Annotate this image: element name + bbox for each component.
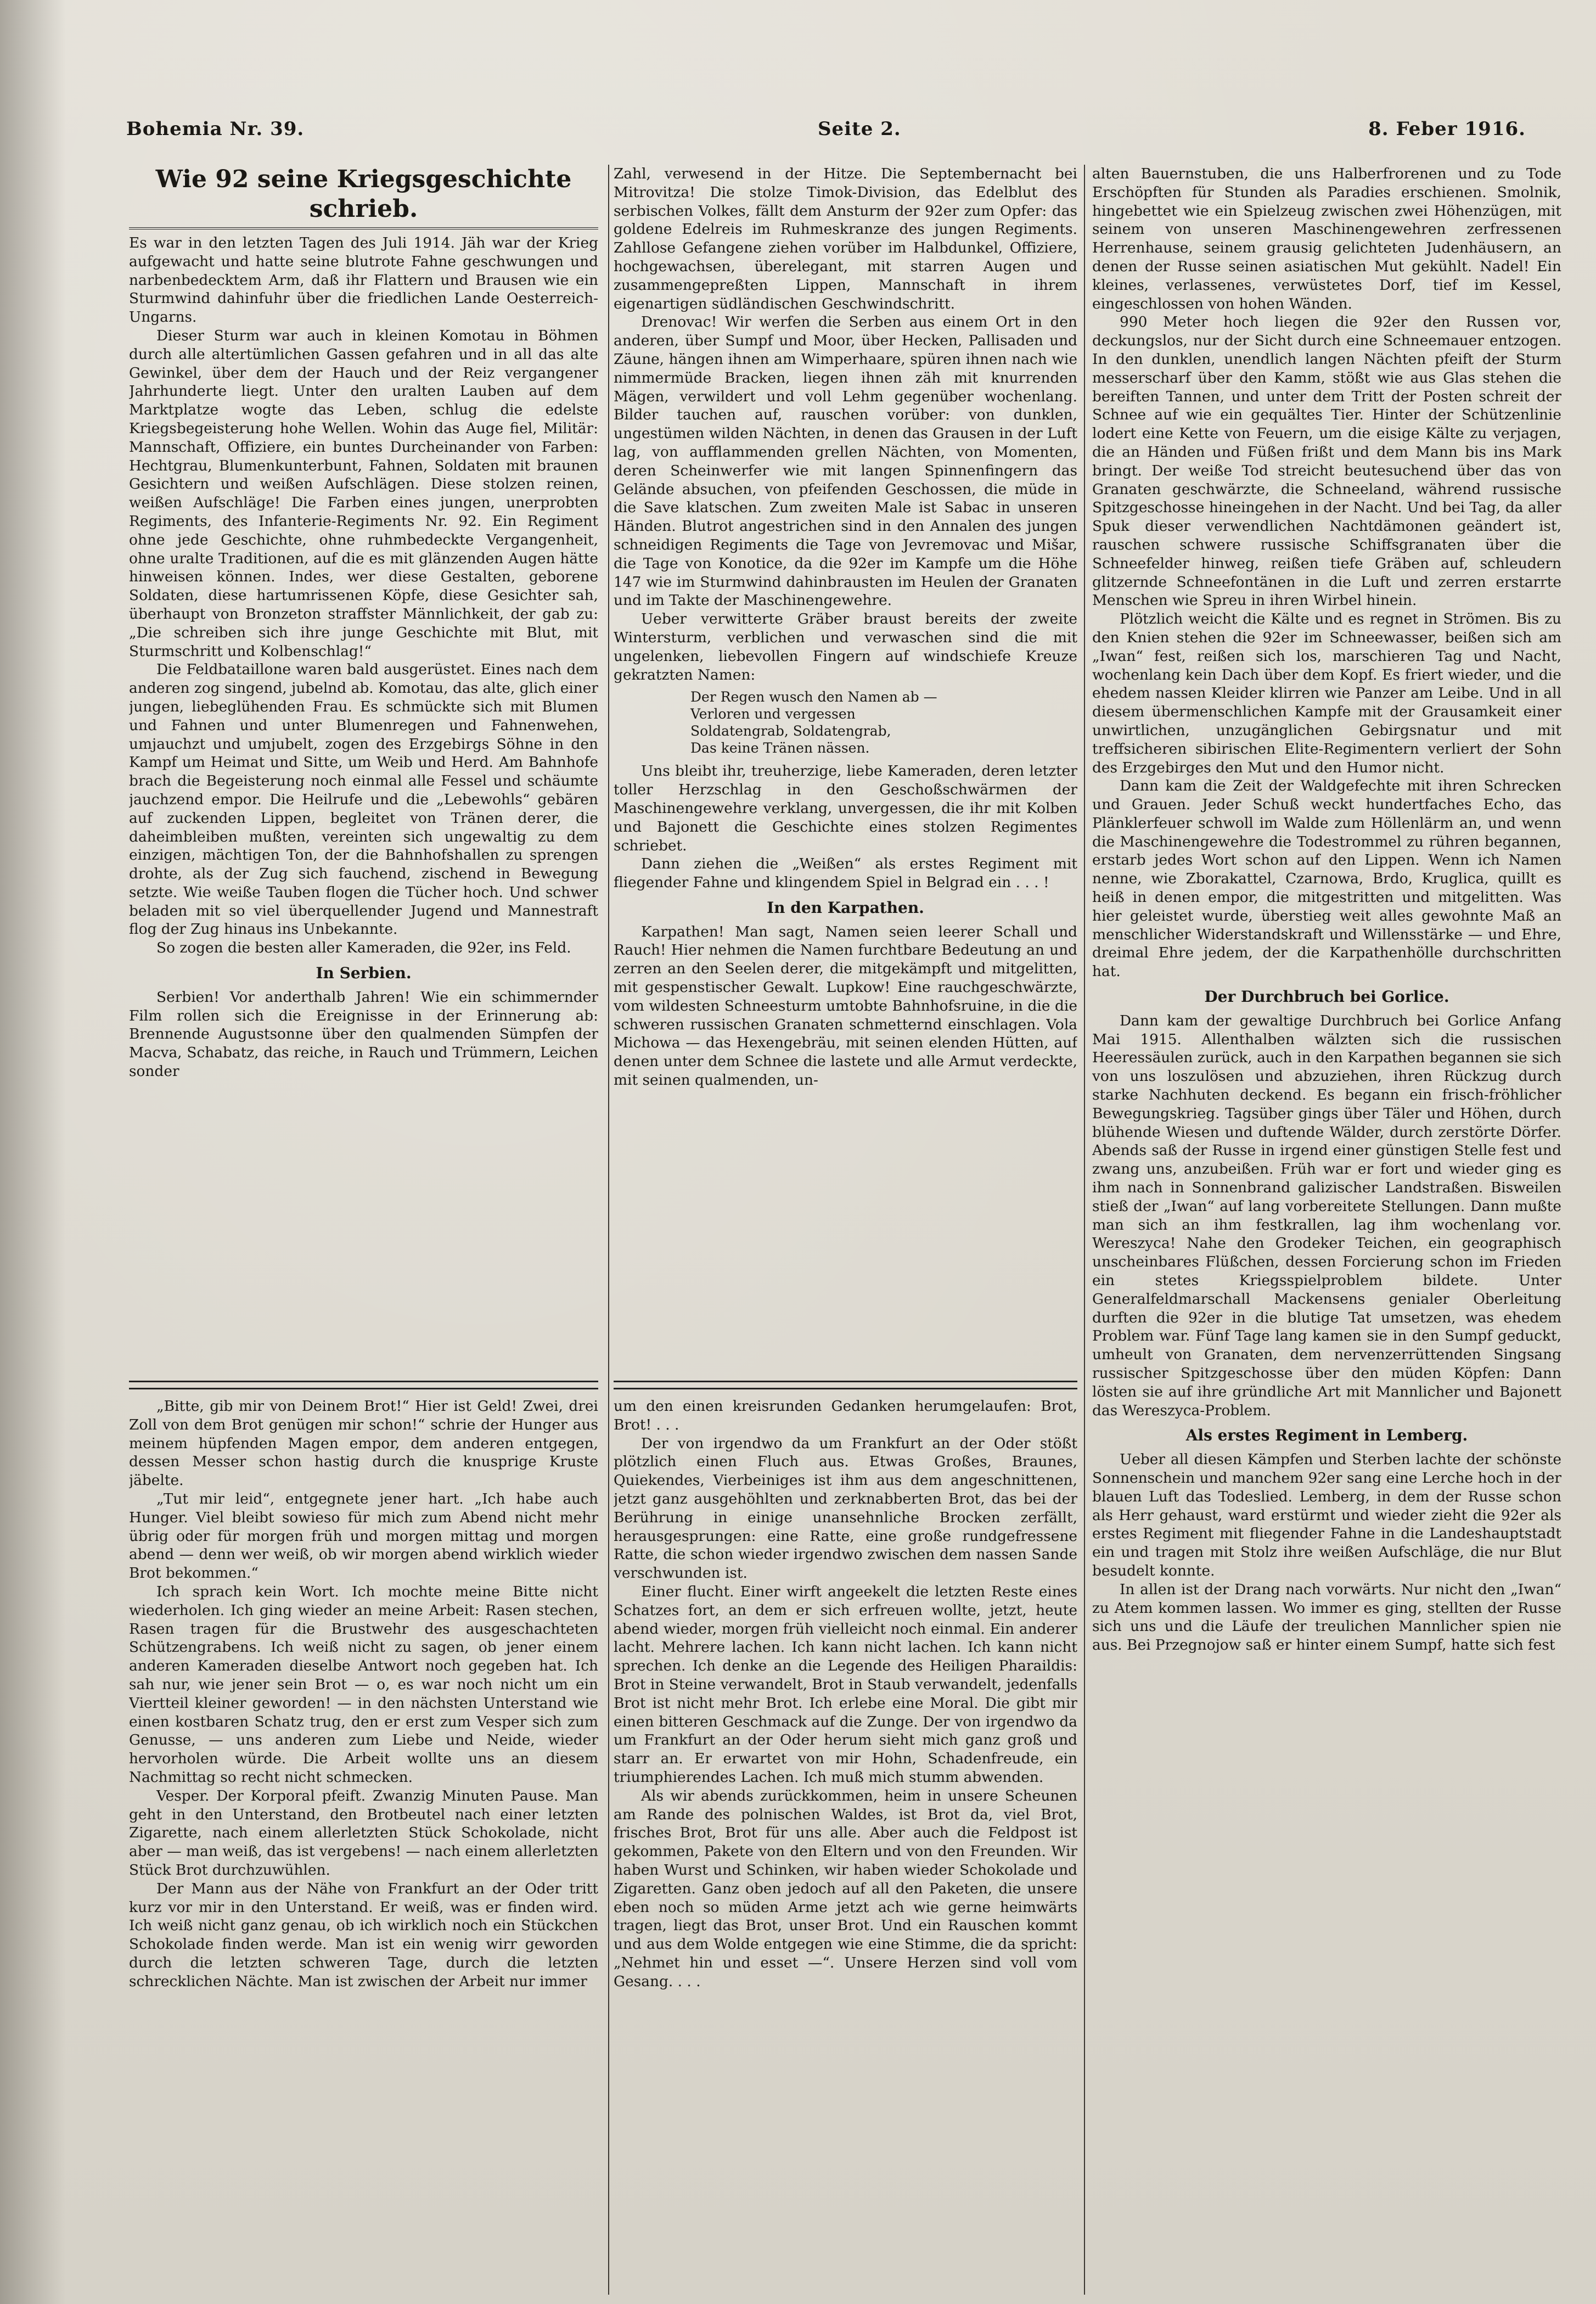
paragraph: In allen ist der Drang nach vorwärts. Nur nicht den „Iwan“ zu Atem kommen lassen. Wo immer es ging, stellten der Russe sich uns und die Läufe der treulichen Mannlicher spien nie aus. Bei Przegnojow saß er hinter einem Sumpf, hatte sich fest: [1092, 1580, 1561, 1654]
paragraph: Dann kam der gewaltige Durchbruch bei Gorlice Anfang Mai 1915. Allenthalben wälzten sich die russischen Heeressäulen zurück, auch in den Karpathen begannen sie sich von uns loszulösen und abzuziehen, ihren Rückzug durch starke Nachhuten deckend. Es begann ein frisch-fröhlicher Bewegungskrieg. Tagsüber gings über Täler und Höhen, durch blühende Wiesen und duftende Wälder, durch zerstörte Dörfer. Abends saß der Russe in irgend einer günstigen Stelle fest und zwang uns, anzubeißen. Früh war er fort und wieder ging es ihm nach in Sonnenbrand galizischer Landstraßen. Bisweilen stieß der „Iwan“ auf lang vorbereitete Stellungen. Dann mußte man sich an ihm festkrallen, lag ihm wochenlang vor. Wereszyca! Nahe den Grodeker Teichen, ein geographisch unscheinbares Flüßchen, dessen Forcierung schon im Frieden ein stetes Kriegsspielproblem bildete. Unter Generalfeldmarschall Mackensens genialer Oberleitung durften die 92er in die blutige Tat umsetzen, was ehedem Problem war. Fünf Tage lang kamen sie in den Sumpf geduckt, umheult von Granaten, dem nervenzerrüttenden Singsang russischer Spitzgeschosse über den müden Köpfen: Dann lösten sie auf ihre gründliche Art mit Mannlicher und Bajonett das Wereszyca-Problem.: [1092, 1012, 1561, 1419]
paragraph: 990 Meter hoch liegen die 92er den Russen vor, deckungslos, nur der Sicht durch eine Schneemauer entzogen. In den dunklen, unendlich langen Nächten pfeift der Sturm messerscharf über den Kamm, stößt wie aus Glas stehen die bereiften Tannen, und unter dem Tritt der Posten schreit der Schnee auf wie ein gequältes Tier. Hinter der Schützenlinie lodert eine Kette von Feuern, um die eisige Kälte zu verjagen, die an Händen und Füßen frißt und dem Mann bis ins Mark bringt. Der weiße Tod streicht beutesuchend über das von Granaten geschwärzte, die Schneeland, während russische Spitzgeschosse hineingehen in der Nacht. Und bei Tag, da aller Spuk dieser verwendlichen Nachtdämonen geändert ist, rauschen schwere russische Schiffsgranaten über die Schneefelder hinweg, reißen tiefe Gräben auf, schleudern glitzernde Schneefontänen in die Luft und zerren erstarrte Menschen wie Spreu in ihren Wirbel hinein.: [1092, 313, 1561, 609]
issue-date: 8. Feber 1916.: [1368, 118, 1526, 140]
paragraph: „Tut mir leid“, entgegnete jener hart. „Ich habe auch Hunger. Viel bleibt sowieso für mich zum Abend nicht mehr übrig oder für morgen früh und morgen mittag und morgen abend — denn wer weiß, ob wir morgen abend wirklich wieder Brot bekommen.“: [129, 1490, 598, 1582]
paragraph: Als wir abends zurückkommen, heim in unsere Scheunen am Rande des polnischen Waldes, ist Brot da, viel Brot, frisches Brot, Brot für uns alle. Aber auch die Feldpost ist gekommen, Pakete von den Eltern und von den Freunden. Wir haben Wurst und Schinken, wir haben wieder Schokolade und Zigaretten. Ganz oben jedoch auf all den Paketen, die unsere eben noch so müden Arme jetzt ach wie gerne heimwärts tragen, liegt das Brot, unser Brot. Und ein Rauschen kommt und aus dem Wolde entgegen wie eine Stimme, die da spricht: „Nehmet hin und esset —“. Unsere Herzen sind voll vom Gesang. . . .: [614, 1787, 1077, 1990]
paragraph: Dann kam die Zeit der Waldgefechte mit ihren Schrecken und Grauen. Jeder Schuß weckt hundertfaches Echo, das Plänklerfeuer schwoll im Walde zum Höllenlärm an, und wenn die Maschinengewehre die Todestrommel zu rühren begannen, erstarb jedes Wort schon auf den Lippen. Wenn ich Namen nenne, wie Zborakattel, Czarnowa, Brdo, Kruglica, quillt es heiß in denen empor, die mitgestritten und mitgelitten. Was hier geleistet wurde, überstieg weit alles gewohnte Maß an menschlicher Widerstandskraft und Willensstärke — und Ehre, dreimal Ehre jedem, der die Karpathenhölle durchschritten hat.: [1092, 777, 1561, 980]
poem: [690, 688, 1077, 756]
paper-name: Bohemia Nr. 39.: [126, 118, 305, 140]
page-number: Seite 2.: [818, 118, 901, 140]
paragraph: Einer flucht. Einer wirft angeekelt die letzten Reste eines Schatzes fort, an dem er sich erfreuen wollte, jetzt, heute abend wieder, morgen früh vielleicht noch einmal. Ein anderer lacht. Mehrere lachen. Ich kann nicht lachen. Ich kann nicht sprechen. Ich denke an die Legende des Heiligen Pharaildis: Brot in Steine verwandelt, Brot in Staub verwandelt, jedenfalls Brot ist nicht mehr Brot. Ich erlebe eine Moral. Die gibt mir einen bitteren Geschmack auf die Zunge. Der von irgendwo da um Frankfurt an der Oder herum sieht mich ganz groß und starr an. Er erwartet von mir Hohn, Schadenfreude, ein triumphierendes Lachen. Ich muß mich stumm abwenden.: [614, 1583, 1077, 1786]
article-bottom-col1: [129, 1397, 598, 2286]
section-rule: [129, 1381, 598, 1389]
section-heading: Als erstes Regiment in Lemberg.: [1185, 1426, 1468, 1445]
paragraph: Die Feldbataillone waren bald ausgerüstet. Eines nach dem anderen zog singend, jubelnd ab. Komotau, das alte, glich einer jungen, liebeglühenden Frau. Es schmückte sich mit Blumen und Fahnen und unter Blumenregen und Fahnenwehen, umjauchzt und umjubelt, zogen des Erzgebirgs Söhne in den Kampf um Heimat und Sitte, um Weib und Herd. Am Bahnhofe brach die Begeisterung noch einmal alle Fessel und schäumte jauchzend empor. Die Heilrufe und die „Lebewohls“ gebären auf zuckenden Lippen, begleitet von Tränen derer, die daheimbleiben mußten, vereinten sich ungewaltig zu dem einzigen, mächtigen Ton, der die Bahnhofshallen zu sprengen drohte, als der Zug sich fauchend, zischend in Bewegung setzte. Wie weiße Tauben flogen die Tücher hoch. Und schwer beladen mit so viel überquellender Jugend und Mannestraft flog der Zug hinaus ins Unbekannte.: [129, 661, 598, 938]
paragraph: Dann ziehen die „Weißen“ als erstes Regiment mit fliegender Fahne und klingendem Spiel in Belgrad ein . . . !: [614, 855, 1077, 892]
paragraph: Uns bleibt ihr, treuherzige, liebe Kameraden, deren letzter toller Herzschlag in den Geschoßschwärmen der Maschinengewehre verklang, unvergessen, die ihr mit Kolben und Bajonett die Geschichte eines stolzen Regimentes schriebet.: [614, 763, 1077, 854]
poem-line: Soldatengrab, Soldatengrab,: [690, 723, 891, 739]
paragraph: Ueber all diesen Kämpfen und Sterben lachte der schönste Sonnenschein und manchem 92er sang eine Lerche hoch in der blauen Luft das Todeslied. Lemberg, in dem der Russe schon als Herr gehaust, ward erstürmt und wieder zieht die 92er als erstes Regiment mit fliegender Fahne in die Landeshauptstadt ein und tragen mit Stolz ihre weißen Aufschläge, die nur Blut besudelt konnte.: [1092, 1451, 1561, 1579]
paragraph: Vesper. Der Korporal pfeift. Zwanzig Minuten Pause. Man geht in den Unterstand, den Brotbeutel nach einer letzten Zigarette, nach einem allerletzten Stück Schokolade, nicht aber — man weiß, das ist vergebens! — nach einem allerletzten Stück Brot durchzuwühlen.: [129, 1787, 598, 1879]
article-top-col3: [1092, 165, 1561, 2284]
paragraph: Der von irgendwo da um Frankfurt an der Oder stößt plötzlich einen Fluch aus. Etwas Großes, Braunes, Quiekendes, Vierbeiniges ist ihm aus dem angeschnittenen, jetzt ganz ausgehöhlten und zerknabberten Brot, das bei der Berührung in einige unansehnliche Brocken zerfällt, herausgesprungen: eine Ratte, eine große rundgefressene Ratte, die schon wieder irgendwo zwischen dem nassen Sande verschwunden ist.: [614, 1434, 1077, 1582]
paragraph: Zahl, verwesend in der Hitze. Die Septembernacht bei Mitrovitza! Die stolze Timok-Division, das Edelblut des serbischen Volkes, fällt dem Ansturm der 92er zum Opfer: das goldene Edelreis im Ruhmeskranze des jungen Regiments. Zahllose Gefangene ziehen vorüber im Halbdunkel, Offiziere, hochgewachsen, überelegant, mit starren Augen und zusammengepreßten Lippen, Mannschaft in ihrem eigenartigen südländischen Geschwindschritt.: [614, 165, 1077, 312]
paragraph: um den einen kreisrunden Gedanken herumgelaufen: Brot, Brot! . . .: [614, 1398, 1077, 1433]
paragraph: Ich sprach kein Wort. Ich mochte meine Bitte nicht wiederholen. Ich ging wieder an meine Arbeit: Rasen stechen, Rasen tragen für die Brustwehr des ausgeschachteten Schützengrabens. Ich weiß nicht zu sagen, ob jener einem anderen Kameraden dieselbe Antwort noch gegeben hat. Ich sah nur, wie jener sein Brot — o, es war noch nicht um ein Viertteil kleiner geworden! — in den nächsten Unterstand wie einen kostbaren Schatz trug, den er erst zum Vesper sich zum Genusse, — uns anderen zum Liebe und Neide, wieder hervorholen würde. Die Arbeit wollte uns an diesem Nachmittag so recht nicht schmecken.: [129, 1583, 598, 1786]
paragraph: Plötzlich weicht die Kälte und es regnet in Strömen. Bis zu den Knien stehen die 92er im Schneewasser, beißen sich am „Iwan“ fest, reißen sich los, marschieren Tag und Nacht, wochenlang kein Dach über dem Kopf. Es friert wieder, und die ehedem nassen Kleider klirren wie Panzer am Leibe. Und in all diesem übermenschlichen Kampfe mit der Grausamkeit einer unwirtlichen, unzugänglichen Gebirgsnatur und mit treffsicheren sibirischen Elite-Regimentern verliert der Sohn des Erzgebirges den Mut und den Humor nicht.: [1092, 610, 1561, 776]
paragraph: Der Mann aus der Nähe von Frankfurt an der Oder tritt kurz vor mir in den Unterstand. Er weiß, was er finden wird. Ich weiß nicht ganz genau, ob ich wirklich noch ein Stückchen Schokolade finden werde. Man ist ein wenig wirr geworden durch die letzten schweren Tage, durch die letzten schrecklichen Nächte. Man ist zwischen der Arbeit nur immer: [129, 1880, 598, 1990]
paragraph: Ueber verwitterte Gräber braust bereits der zweite Wintersturm, verblichen und verwaschen sind die mit ungelenken, liebevollen Fingern auf windschiefe Kreuze gekratzten Namen:: [614, 610, 1077, 683]
paragraph: Karpathen! Man sagt, Namen seien leerer Schall und Rauch! Hier nehmen die Namen furchtbare Bedeutung an und zerren an den Seelen derer, die mitgekämpft und mitgelitten, mit gespenstischer Gewalt. Lupkow! Eine rauchgeschwärzte, vom wildesten Schneesturm umtobte Bahnhofsruine, in die die schweren russischen Granaten schmetternd einschlagen. Vola Michowa — das Hexengebräu, mit seinen elenden Hütten, auf denen unter dem Schnee die lastete und alle Armut verdeckte, mit seinen qualmenden, un-: [614, 923, 1077, 1089]
paragraph: „Bitte, gib mir von Deinem Brot!“ Hier ist Geld! Zwei, drei Zoll von dem Brot genügen mir schon!“ schrie der Hunger aus meinem hüpfenden Magen empor, dem anderen entgegen, dessen Messer schon hastig durch die knusprige Kruste jäbelte.: [129, 1398, 598, 1489]
paragraph: Es war in den letzten Tagen des Juli 1914. Jäh war der Krieg aufgewacht und hatte seine blutrote Fahne geschwungen und narbenbedecktem Arm, daß ihr Flattern und Brausen wie ein Sturmwind dahinfuhr über die friedlichen Lande Oesterreich-Ungarns.: [129, 234, 598, 326]
poem-line: Verloren und vergessen: [690, 706, 856, 722]
scan-edge-shadow: [0, 0, 66, 2304]
article-bottom-col2: [614, 1397, 1077, 2286]
paragraph: So zogen die besten aller Kameraden, die 92er, ins Feld.: [156, 939, 571, 957]
section-rule: [614, 1381, 1077, 1389]
poem-line: Der Regen wusch den Namen ab —: [690, 689, 937, 705]
section-heading: In den Karpathen.: [767, 898, 924, 917]
article-top-col2: [614, 165, 1077, 1372]
paragraph: Serbien! Vor anderthalb Jahren! Wie ein schimmernder Film rollen sich die Ereignisse in der Erinnerung ab: Brennende Augustsonne über den qualmenden Sümpfen der Macva, Schabatz, das reiche, in Rauch und Trümmern, Leichen sonder: [129, 988, 598, 1080]
article-headline: Wie 92 seine Kriegsgeschichte schrieb.: [129, 165, 598, 229]
paragraph: Drenovac! Wir werfen die Serben aus einem Ort in den anderen, über Sumpf und Moor, über Hecken, Pallisaden und Zäune, hängen ihnen am Wimperhaare, spüren ihnen nach wie nimmermüde Bracken, liegen ihnen zäh mit knurrenden Mägen, verwildert und voll Lehm gegenüber wochenlang. Bilder tauchen auf, rauschen vorüber: von dunklen, ungestümen wilden Nächten, in denen das Grausen in der Luft lag, von aufflammenden grellen Nächten, von Momenten, deren Scheinwerfer wie mit langen Spinnenfingern das Gelände absuchen, von pfeifenden Geschossen, die müde in die Save klatschen. Zum zweiten Male ist Sabac in unseren Händen. Blutrot angestrichen sind in den Annalen des jungen schneidigen Regiments die Tage von Jevremovac und Mišar, die Tage von Konotice, da die 92er im Kampfe um die Höhe 147 wie im Sturmwind dahinbrausten im Heulen der Granaten und im Takte der Maschinengewehre.: [614, 313, 1077, 609]
paragraph: alten Bauernstuben, die uns Halberfrorenen und zu Tode Erschöpften für Stunden als Paradies erschienen. Smolnik, hingebettet wie ein Spielzeug zwischen zwei Höhenzügen, mit seinem von unseren Maschinengewehren zerfressenen Herrenhause, seinem grausig gelichteten Judenhäusern, an denen der Russe seinen asiatischen Mut gekühlt. Nadel! Ein kleines, verlassenes, verwüstetes Dorf, tief im Kessel, eingeschlossen von hohen Wänden.: [1092, 165, 1561, 312]
column-divider: [1084, 165, 1085, 2295]
paragraph: Dieser Sturm war auch in kleinen Komotau in Böhmen durch alle altertümlichen Gassen gefahren und in all das alte Gewinkel, über dem der Hauch und der Reiz vergangener Jahrhunderte liegt. Unter den uralten Lauben auf dem Marktplatze wogte das Leben, schlug die edelste Kriegsbegeisterung hohe Wellen. Wohin das Auge fiel, Militär: Mannschaft, Offiziere, ein buntes Durcheinander von Farben: Hechtgrau, Blumenkunterbunt, Fahnen, Soldaten mit braunen Gesichtern und weißen Aufschlägen. Diese stolzen reinen, weißen Aufschläge! Die Farben eines jungen, unerprobten Regiments, des Infanterie-Regiments Nr. 92. Ein Regiment ohne jede Geschichte, ohne ruhmbedeckte Vergangenheit, ohne uralte Traditionen, auf die es mit glänzenden Augen hätte hinweisen können. Indes, wer diese Gestalten, geborene Soldaten, diese hartumrissenen Köpfe, diese Gesichter sah, überhaupt von Bronzeton straffster Männlichkeit, der gab zu: „Die schreiben sich ihre junge Geschichte mit Blut, mit Sturmschritt und Kolbenschlag!“: [129, 327, 598, 660]
masthead: [126, 118, 1526, 151]
article-top-col1: [129, 165, 598, 1372]
section-heading: In Serbien.: [316, 964, 412, 983]
poem-line: Das keine Tränen nässen.: [690, 740, 870, 756]
column-divider: [608, 165, 609, 2295]
section-heading: Der Durchbruch bei Gorlice.: [1204, 988, 1449, 1006]
